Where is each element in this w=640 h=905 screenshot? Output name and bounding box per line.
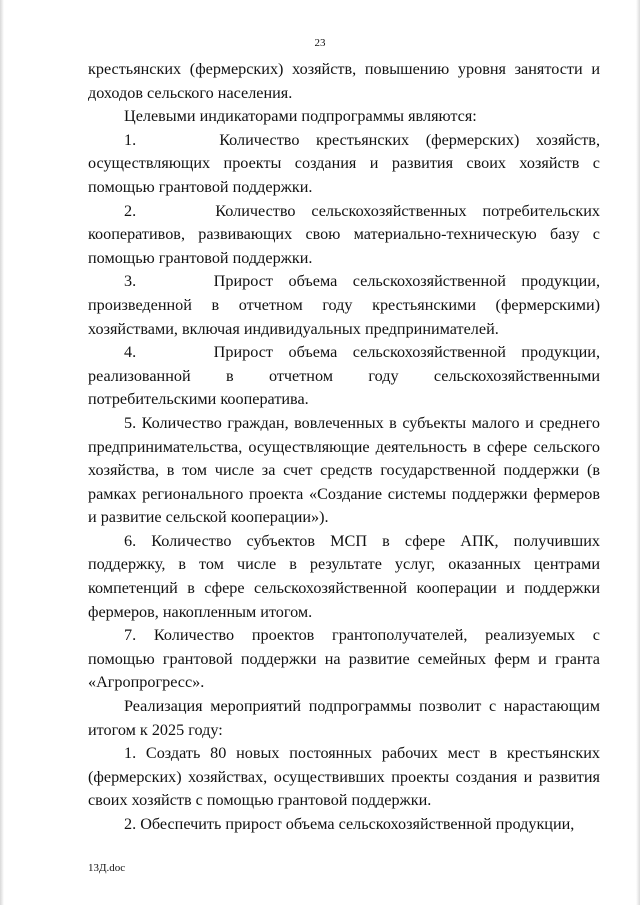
paragraph-indicator-2: 2. Количество сельскохозяйственных потребительских кооперативов, развивающих свою материально-техническую базу с помощью грантовой поддержки.	[88, 201, 600, 267]
paragraph-continuation: крестьянских (фермерских) хозяйств, повышению уровня занятости и доходов сельского населения.	[88, 60, 600, 102]
paragraph-indicator-7: 7. Количество проектов грантополучателей, реализуемых с помощью грантовой поддержки на развитие семейных ферм и гранта «Агропрогресс».	[88, 626, 600, 692]
paragraph-results-intro: Реализация мероприятий подпрограммы позволит с нарастающим итогом к 2025 году:	[88, 697, 600, 739]
page-number: 23	[314, 37, 326, 49]
paragraph-indicator-4: 4. Прирост объема сельскохозяйственной продукции, реализованной в отчетном году сельскохозяйственными потребительскими кооператива.	[88, 343, 600, 409]
paragraph-indicator-6: 6. Количество субъектов МСП в сфере АПК, получивших поддержку, в том числе в результате услуг, оказанных центрами компетенций в сфере сельскохозяйственной кооперации и поддержки фермеров, накопленным итогом.	[88, 531, 600, 621]
paragraph-indicators-intro: Целевыми индикаторами подпрограммы являются:	[124, 107, 477, 126]
paragraph-indicator-5: 5. Количество граждан, вовлеченных в субъекты малого и среднего предпринимательства, осуществляющие деятельность в сфере сельского хозяйства, в том числе за счет средств государственной поддержки (в рамках регионального проекта «Создание системы поддержки фермеров и развитие сельской кооперации»).	[88, 413, 600, 527]
scan-edge-right	[636, 0, 640, 905]
paragraph-indicator-1: 1. Количество крестьянских (фермерских) хозяйств, осуществляющих проекты создания и развития своих хозяйств с помощью грантовой поддержки.	[88, 130, 600, 196]
paragraph-result-1: 1. Создать 80 новых постоянных рабочих мест в крестьянских (фермерских) хозяйствах, осуществивших проекты создания и развития своих хозяйств с помощью грантовой поддержки.	[88, 744, 600, 810]
paragraph-indicator-3: 3. Прирост объема сельскохозяйственной продукции, произведенной в отчетном году крестьянскими (фермерскими) хозяйствами, включая индивидуальных предпринимателей.	[88, 272, 600, 338]
paragraph-result-2: 2. Обеспечить прирост объема сельскохозяйственной продукции,	[124, 815, 575, 833]
scan-edge-left	[0, 0, 4, 905]
footer-filename: 13Д.doc	[88, 862, 126, 874]
document-body	[88, 58, 600, 837]
